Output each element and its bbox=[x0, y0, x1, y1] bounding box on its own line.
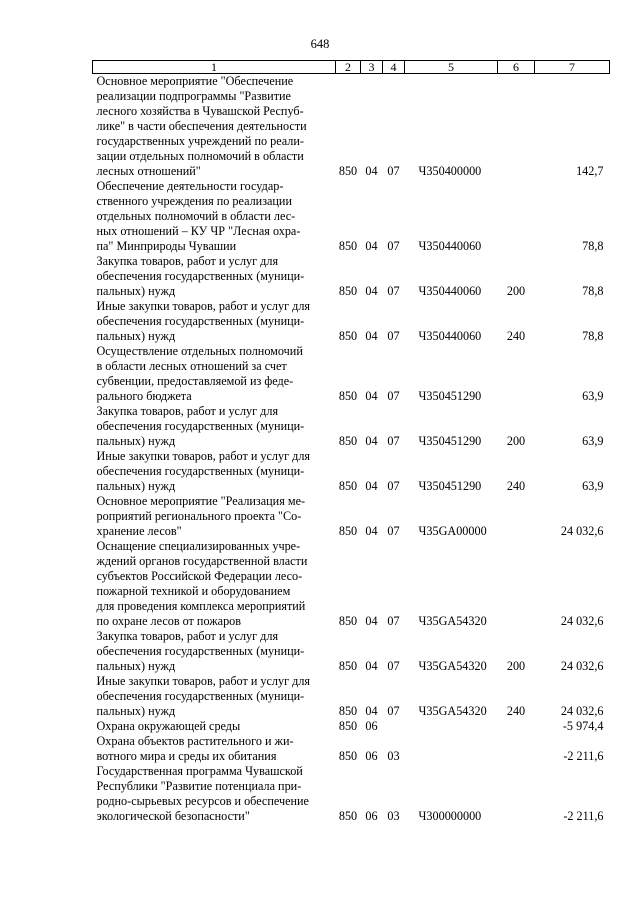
description-line: Республики "Развитие потенциала при- bbox=[96, 779, 302, 793]
description-line: экологической безопасности" bbox=[96, 809, 250, 823]
subsection-code-cell: 07 bbox=[387, 434, 400, 448]
description-line: субвенции, предоставляемой из феде- bbox=[96, 374, 294, 388]
admin-code-cell: 850 bbox=[338, 164, 358, 178]
expense-type-cell bbox=[498, 344, 535, 404]
description-line: ных отношений – КУ ЧР "Лесная охра- bbox=[96, 224, 301, 238]
admin-code-cell: 850 bbox=[338, 719, 358, 733]
description-line: обеспечения государственных (муници- bbox=[96, 464, 305, 478]
admin-code-cell: 850 bbox=[338, 809, 358, 823]
expense-type-cell: 200 bbox=[506, 659, 526, 673]
description-line: Закупка товаров, работ и услуг для bbox=[96, 629, 279, 643]
subsection-code-cell: 03 bbox=[387, 809, 400, 823]
table-row bbox=[93, 494, 610, 539]
target-article-cell: Ч350440060 bbox=[418, 284, 482, 298]
table-body bbox=[93, 74, 610, 825]
admin-code-cell: 850 bbox=[338, 524, 358, 538]
section-code-cell: 04 bbox=[365, 164, 378, 178]
description-line: ственного учреждения по реализации bbox=[96, 194, 292, 208]
description-line: Государственная программа Чувашской bbox=[96, 764, 303, 778]
description-line: родно-сырьевых ресурсов и обеспечение bbox=[96, 794, 309, 808]
target-article-cell: Ч350440060 bbox=[418, 329, 482, 343]
description-line: обеспечения государственных (муници- bbox=[96, 689, 305, 703]
description-line: Закупка товаров, работ и услуг для bbox=[96, 404, 279, 418]
row-description bbox=[93, 299, 336, 344]
row-description bbox=[93, 494, 336, 539]
column-header: 6 bbox=[498, 61, 535, 74]
admin-code-cell: 850 bbox=[338, 434, 358, 448]
expense-type-cell: 200 bbox=[506, 284, 526, 298]
description-line: пальных) нужд bbox=[96, 704, 176, 718]
description-line: ждений органов государственной власти bbox=[96, 554, 308, 568]
admin-code-cell: 850 bbox=[338, 239, 358, 253]
target-article-cell: Ч35GA54320 bbox=[418, 659, 487, 673]
row-description bbox=[93, 254, 336, 299]
description-line: обеспечения государственных (муници- bbox=[96, 644, 305, 658]
section-code-cell: 04 bbox=[365, 659, 378, 673]
table-row bbox=[93, 674, 610, 719]
description-line: Иные закупки товаров, работ и услуг для bbox=[96, 674, 311, 688]
column-header: 3 bbox=[361, 61, 383, 74]
description-line: пожарной техникой и оборудованием bbox=[96, 584, 291, 598]
target-article-cell: Ч350451290 bbox=[418, 479, 482, 493]
expense-type-cell: 240 bbox=[506, 329, 526, 343]
amount-cell: -5 974,4 bbox=[562, 719, 604, 733]
amount-cell: 78,8 bbox=[582, 284, 604, 298]
amount-cell: 78,8 bbox=[582, 329, 604, 343]
description-line: пальных) нужд bbox=[96, 434, 176, 448]
description-line: Закупка товаров, работ и услуг для bbox=[96, 254, 279, 268]
expense-type-cell bbox=[498, 494, 535, 539]
section-code-cell: 04 bbox=[365, 524, 378, 538]
expense-type-cell: 200 bbox=[506, 434, 526, 448]
section-code-cell: 06 bbox=[365, 809, 378, 823]
table-row bbox=[93, 764, 610, 824]
description-line: Обеспечение деятельности государ- bbox=[96, 179, 284, 193]
section-code-cell: 04 bbox=[365, 614, 378, 628]
description-line: Иные закупки товаров, работ и услуг для bbox=[96, 299, 311, 313]
admin-code-cell: 850 bbox=[338, 389, 358, 403]
section-code-cell: 04 bbox=[365, 239, 378, 253]
amount-cell: 63,9 bbox=[582, 389, 604, 403]
amount-cell: 63,9 bbox=[582, 479, 604, 493]
description-line: рального бюджета bbox=[96, 389, 192, 403]
subsection-code-cell: 07 bbox=[387, 614, 400, 628]
description-line: субъектов Российской Федерации лесо- bbox=[96, 569, 303, 583]
subsection-code-cell bbox=[383, 719, 405, 734]
description-line: лесных отношений" bbox=[96, 164, 201, 178]
column-header: 4 bbox=[383, 61, 405, 74]
row-description bbox=[93, 629, 336, 674]
description-line: хранение лесов" bbox=[96, 524, 182, 538]
target-article-cell: Ч35GA54320 bbox=[418, 614, 487, 628]
subsection-code-cell: 07 bbox=[387, 239, 400, 253]
admin-code-cell: 850 bbox=[338, 479, 358, 493]
amount-cell: 24 032,6 bbox=[560, 704, 604, 718]
description-line: вотного мира и среды их обитания bbox=[96, 749, 277, 763]
table-row bbox=[93, 74, 610, 180]
expense-type-cell bbox=[498, 539, 535, 629]
description-line: для проведения комплекса мероприятий bbox=[96, 599, 306, 613]
column-header: 5 bbox=[405, 61, 498, 74]
description-line: государственных учреждений по реали- bbox=[96, 134, 304, 148]
row-description bbox=[93, 74, 336, 180]
description-line: пальных) нужд bbox=[96, 284, 176, 298]
admin-code-cell: 850 bbox=[338, 704, 358, 718]
table-row bbox=[93, 344, 610, 404]
table-row bbox=[93, 179, 610, 254]
column-header: 1 bbox=[93, 61, 336, 74]
section-code-cell: 04 bbox=[365, 389, 378, 403]
section-code-cell: 04 bbox=[365, 434, 378, 448]
admin-code-cell: 850 bbox=[338, 659, 358, 673]
expense-type-cell: 240 bbox=[506, 704, 526, 718]
expense-type-cell bbox=[498, 719, 535, 734]
row-description bbox=[93, 764, 336, 824]
table-row bbox=[93, 539, 610, 629]
row-description bbox=[93, 734, 336, 764]
amount-cell: 142,7 bbox=[576, 164, 604, 178]
table-row bbox=[93, 254, 610, 299]
column-header: 7 bbox=[535, 61, 610, 74]
table-row bbox=[93, 734, 610, 764]
description-line: лесного хозяйства в Чувашской Респуб- bbox=[96, 104, 304, 118]
amount-cell: 63,9 bbox=[582, 434, 604, 448]
section-code-cell: 04 bbox=[365, 479, 378, 493]
section-code-cell: 06 bbox=[365, 749, 378, 763]
description-line: обеспечения государственных (муници- bbox=[96, 419, 305, 433]
target-article-cell: Ч350440060 bbox=[418, 239, 482, 253]
expense-type-cell bbox=[498, 734, 535, 764]
subsection-code-cell: 07 bbox=[387, 329, 400, 343]
target-article-cell bbox=[405, 734, 498, 764]
subsection-code-cell: 03 bbox=[387, 749, 400, 763]
amount-cell: 78,8 bbox=[582, 239, 604, 253]
admin-code-cell: 850 bbox=[338, 614, 358, 628]
amount-cell: -2 211,6 bbox=[563, 809, 604, 823]
amount-cell: 24 032,6 bbox=[560, 659, 604, 673]
table-row bbox=[93, 449, 610, 494]
subsection-code-cell: 07 bbox=[387, 164, 400, 178]
row-description bbox=[93, 539, 336, 629]
section-code-cell: 04 bbox=[365, 704, 378, 718]
row-description bbox=[93, 674, 336, 719]
subsection-code-cell: 07 bbox=[387, 284, 400, 298]
expense-type-cell bbox=[498, 764, 535, 824]
subsection-code-cell: 07 bbox=[387, 524, 400, 538]
description-line: зации отдельных полномочий в области bbox=[96, 149, 304, 163]
description-line: Иные закупки товаров, работ и услуг для bbox=[96, 449, 311, 463]
table-header-row bbox=[93, 61, 610, 74]
target-article-cell: Ч35GA54320 bbox=[418, 704, 487, 718]
description-line: Осуществление отдельных полномочий bbox=[96, 344, 303, 358]
page-number: 648 bbox=[310, 37, 330, 51]
description-line: обеспечения государственных (муници- bbox=[96, 314, 305, 328]
description-line: реализации подпрограммы "Развитие bbox=[96, 89, 291, 103]
description-line: роприятий регионального проекта "Со- bbox=[96, 509, 302, 523]
description-line: Охрана объектов растительного и жи- bbox=[96, 734, 294, 748]
amount-cell: 24 032,6 bbox=[560, 524, 604, 538]
description-line: в области лесных отношений за счет bbox=[96, 359, 287, 373]
subsection-code-cell: 07 bbox=[387, 704, 400, 718]
admin-code-cell: 850 bbox=[338, 329, 358, 343]
target-article-cell bbox=[405, 719, 498, 734]
subsection-code-cell: 07 bbox=[387, 479, 400, 493]
table-row bbox=[93, 404, 610, 449]
table-row bbox=[93, 299, 610, 344]
target-article-cell: Ч35GA00000 bbox=[418, 524, 487, 538]
subsection-code-cell: 07 bbox=[387, 659, 400, 673]
description-line: Основное мероприятие "Реализация ме- bbox=[96, 494, 306, 508]
table-row bbox=[93, 629, 610, 674]
description-line: пальных) нужд bbox=[96, 479, 176, 493]
row-description bbox=[93, 179, 336, 254]
table-row bbox=[93, 719, 610, 734]
description-line: Основное мероприятие "Обеспечение bbox=[96, 74, 294, 88]
description-line: лике" в части обеспечения деятельности bbox=[96, 119, 307, 133]
description-line: пальных) нужд bbox=[96, 659, 176, 673]
admin-code-cell: 850 bbox=[338, 284, 358, 298]
target-article-cell: Ч300000000 bbox=[418, 809, 482, 823]
row-description bbox=[93, 344, 336, 404]
target-article-cell: Ч350400000 bbox=[418, 164, 482, 178]
amount-cell: 24 032,6 bbox=[560, 614, 604, 628]
column-header: 2 bbox=[336, 61, 361, 74]
description-line: отдельных полномочий в области лес- bbox=[96, 209, 296, 223]
expense-type-cell bbox=[498, 74, 535, 180]
budget-table bbox=[92, 60, 610, 824]
description-line: па" Минприроды Чувашии bbox=[96, 239, 237, 253]
section-code-cell: 04 bbox=[365, 284, 378, 298]
description-line: Оснащение специализированных учре- bbox=[96, 539, 301, 553]
description-line: пальных) нужд bbox=[96, 329, 176, 343]
row-description bbox=[93, 404, 336, 449]
amount-cell: -2 211,6 bbox=[563, 749, 604, 763]
target-article-cell: Ч350451290 bbox=[418, 434, 482, 448]
section-code-cell: 06 bbox=[365, 719, 378, 733]
row-description bbox=[93, 449, 336, 494]
description-line: обеспечения государственных (муници- bbox=[96, 269, 305, 283]
expense-type-cell bbox=[498, 179, 535, 254]
description-line: Охрана окружающей среды bbox=[96, 719, 241, 733]
expense-type-cell: 240 bbox=[506, 479, 526, 493]
description-line: по охране лесов от пожаров bbox=[96, 614, 242, 628]
admin-code-cell: 850 bbox=[338, 749, 358, 763]
section-code-cell: 04 bbox=[365, 329, 378, 343]
subsection-code-cell: 07 bbox=[387, 389, 400, 403]
target-article-cell: Ч350451290 bbox=[418, 389, 482, 403]
row-description bbox=[93, 719, 336, 734]
